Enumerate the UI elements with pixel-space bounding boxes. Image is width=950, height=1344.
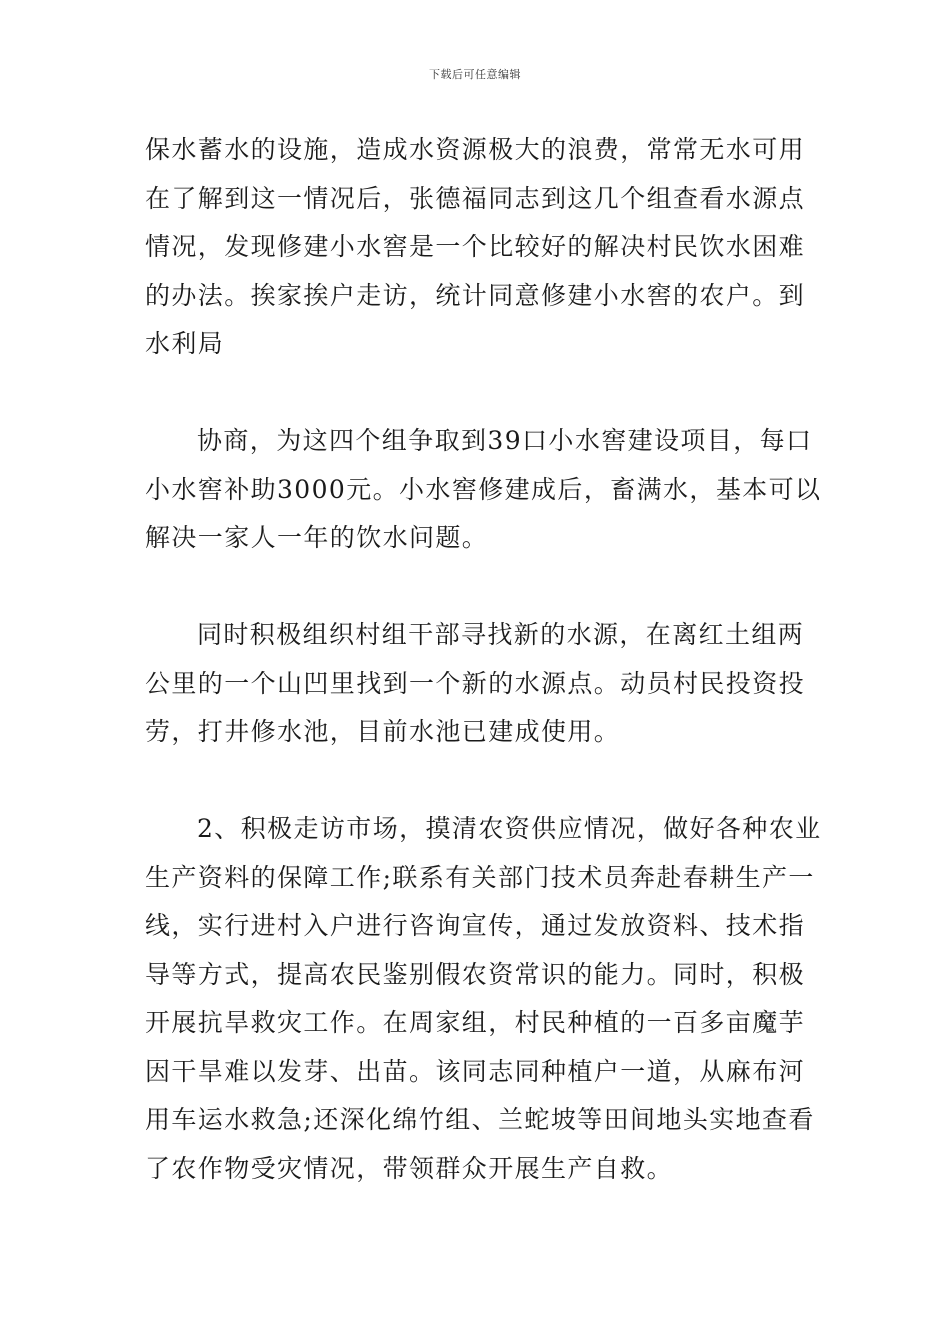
paragraph-1 [145,126,809,369]
text-line: 协商，为这四个组争取到39口小水窖建设项目，每口 [197,426,813,455]
paragraph-gap [145,757,809,806]
text-line: 同时积极组织村组干部寻找新的水源，在离红土组两 [197,620,805,649]
text-line: 生产资料的保障工作;联系有关部门技术员奔赴春耕生产一 [145,862,815,892]
text-line: 情况，发现修建小水窖是一个比较好的解决村民饮水困难 [145,232,806,261]
text-line: 的办法。挨家挨户走访，统计同意修建小水窖的农户。到 [145,280,806,310]
text-line: 保水蓄水的设施，造成水资源极大的浪费，常常无水可用 [145,135,806,164]
header-note: 下载后可任意编辑 [429,68,521,81]
text-line: 开展抗旱救灾工作。在周家组，村民种植的一百多亩魔芋 [145,1008,806,1037]
text-line: 因干旱难以发芽、出苗。该同志同种植户一道，从麻布河 [145,1056,806,1086]
text-line: 劳，打井修水池，目前水池已建成使用。 [145,717,621,746]
text-line: 用车运水救急;还深化绵竹组、兰蛇坡等田间地头实地查看 [145,1105,815,1134]
text-line: 解决一家人一年的饮水问题。 [145,523,489,552]
text-line: 了农作物受灾情况，带领群众开展生产自救。 [145,1153,674,1183]
text-line: 公里的一个山凹里找到一个新的水源点。动员村民投资投 [145,668,806,698]
text-line: 2、积极走访市场，摸清农资供应情况，做好各种农业 [197,814,822,843]
paragraph-2 [145,417,822,563]
document-body [145,126,822,1193]
text-line: 线，实行进村入户进行咨询宣传，通过发放资料、技术指 [145,911,806,940]
text-line: 在了解到这一情况后，张德福同志到这几个组查看水源点 [145,183,806,213]
paragraph-3 [145,611,809,757]
text-line: 水利局 [145,329,225,358]
paragraph-gap [145,563,809,612]
text-line: 小水窖补助3000元。小水窖修建成后，畜满水，基本可以 [145,474,822,504]
paragraph-4 [145,805,822,1193]
paragraph-gap [145,369,809,418]
text-line: 导等方式，提高农民鉴别假农资常识的能力。同时，积极 [145,959,806,989]
